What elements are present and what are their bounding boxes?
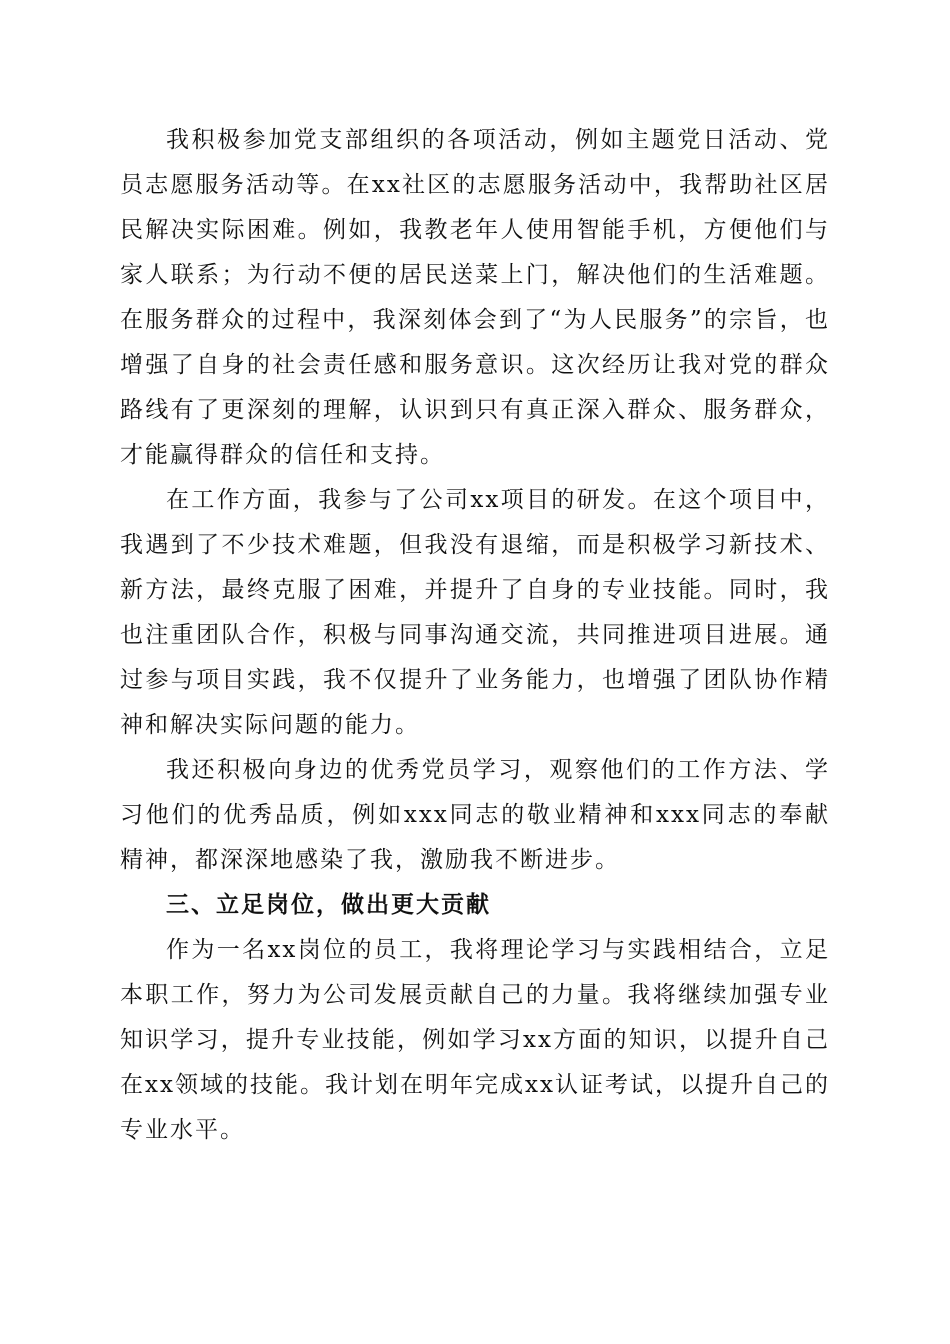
section-paragraph: 作为一名xx岗位的员工，我将理论学习与实践相结合，立足本职工作，努力为公司发展贡献自己的力量。我将继续加强专业知识学习，提升专业技能，例如学习xx方面的知识，以提升自己在xx领域的技能。我计划在明年完成xx认证考试，以提升自己的专业水平。 <box>120 937 830 1143</box>
body-paragraph: 在工作方面，我参与了公司xx项目的研发。在这个项目中，我遇到了不少技术难题，但我没有退缩，而是积极学习新技术、新方法，最终克服了困难，并提升了自身的专业技能。同时，我也注重团队合作，积极与同事沟通交流，共同推进项目进展。通过参与项目实践，我不仅提升了业务能力，也增强了团队协作精神和解决实际问题的能力。 <box>120 487 830 738</box>
section-heading: 三、立足岗位，做出更大贡献 <box>166 892 491 918</box>
body-paragraph: 我积极参加党支部组织的各项活动，例如主题党日活动、党员志愿服务活动等。在xx社区的志愿服务活动中，我帮助社区居民解决实际困难。例如，我教老年人使用智能手机，方便他们与家人联系；为行动不便的居民送菜上门，解决他们的生活难题。在服务群众的过程中，我深刻体会到了“为人民服务”的宗旨，也增强了自身的社会责任感和服务意识。这次经历让我对党的群众路线有了更深刻的理解，认识到只有真正深入群众、服务群众，才能赢得群众的信任和支持。 <box>120 127 830 468</box>
body-paragraph: 我还积极向身边的优秀党员学习，观察他们的工作方法、学习他们的优秀品质，例如xxx同志的敬业精神和xxx同志的奉献精神，都深深地感染了我，激励我不断进步。 <box>120 757 830 873</box>
